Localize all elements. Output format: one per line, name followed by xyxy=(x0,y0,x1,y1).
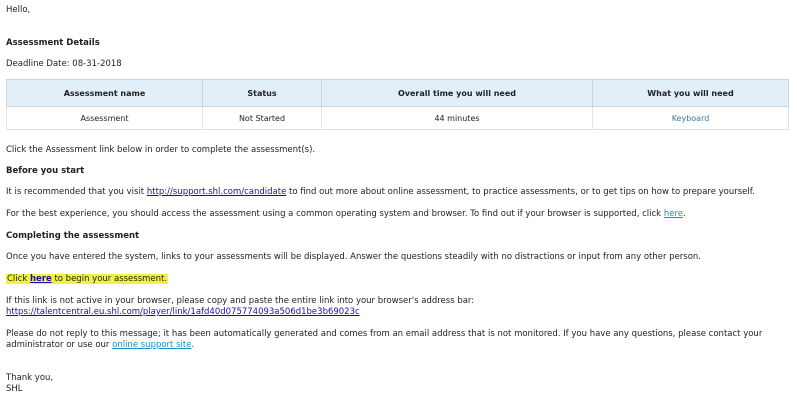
assessment-table xyxy=(6,79,789,130)
before-text-post: to find out more about online assessment, to practice assessments, or to get tips on how to prepare yourself. xyxy=(286,187,755,197)
col-status: Status xyxy=(203,80,322,107)
signoff: Thank you, xyxy=(6,373,54,383)
details-heading: Assessment Details xyxy=(6,38,100,48)
completing-heading: Completing the assessment xyxy=(6,231,140,241)
cell-assessment-name: Assessment xyxy=(7,107,203,130)
before-text-pre: It is recommended that you visit xyxy=(6,187,147,197)
before-paragraph xyxy=(6,187,755,198)
begin-assessment-link[interactable]: here xyxy=(29,274,52,284)
noreply-line-2 xyxy=(6,340,194,351)
browser-text-pre: For the best experience, you should access the assessment using a common operating system and browser. To find out if your browser is supported, click xyxy=(6,209,664,219)
signature: SHL xyxy=(6,384,23,394)
begin-highlight xyxy=(6,274,168,284)
before-heading: Before you start xyxy=(6,166,85,176)
support-candidate-link[interactable]: http://support.shl.com/candidate xyxy=(146,187,287,197)
online-support-link[interactable]: online support site xyxy=(112,340,192,350)
col-assessment-name: Assessment name xyxy=(7,80,203,107)
browser-paragraph xyxy=(6,209,686,220)
player-link[interactable]: https://talentcentral.eu.shl.com/player/link/1afd40d075774093a506d1be3b69023c xyxy=(6,307,360,317)
col-overall-time: Overall time you will need xyxy=(322,80,593,107)
cell-what-you-need: Keyboard xyxy=(593,107,789,130)
browser-check-link[interactable]: here xyxy=(663,209,683,219)
deadline-date: Deadline Date: 08-31-2018 xyxy=(6,59,122,69)
player-link-line xyxy=(6,307,360,318)
table-row xyxy=(7,107,789,130)
greeting: Hello, xyxy=(6,5,31,15)
begin-text-pre: Click xyxy=(7,274,30,284)
browser-text-post: . xyxy=(682,209,686,219)
cell-status: Not Started xyxy=(203,107,322,130)
begin-text-post: to begin your assessment. xyxy=(51,274,168,284)
completing-paragraph: Once you have entered the system, links to your assessments will be displayed. Answer the questions steadily with no distractions or input from any other person. xyxy=(6,252,702,262)
cell-overall-time: 44 minutes xyxy=(322,107,593,130)
table-header-row xyxy=(7,80,789,107)
noreply-line-1: Please do not reply to this message; it has been automatically generated and comes from an email address that is not monitored. If you have any questions, please contact your xyxy=(6,329,763,339)
noreply-post: . xyxy=(191,340,195,350)
begin-paragraph xyxy=(6,274,168,285)
col-what-you-need: What you will need xyxy=(593,80,789,107)
click-instruction: Click the Assessment link below in order to complete the assessment(s). xyxy=(6,145,316,155)
noreply-pre: administrator or use our xyxy=(6,340,113,350)
inactive-paragraph: If this link is not active in your browser, please copy and paste the entire link into your browser's address bar: xyxy=(6,296,475,306)
